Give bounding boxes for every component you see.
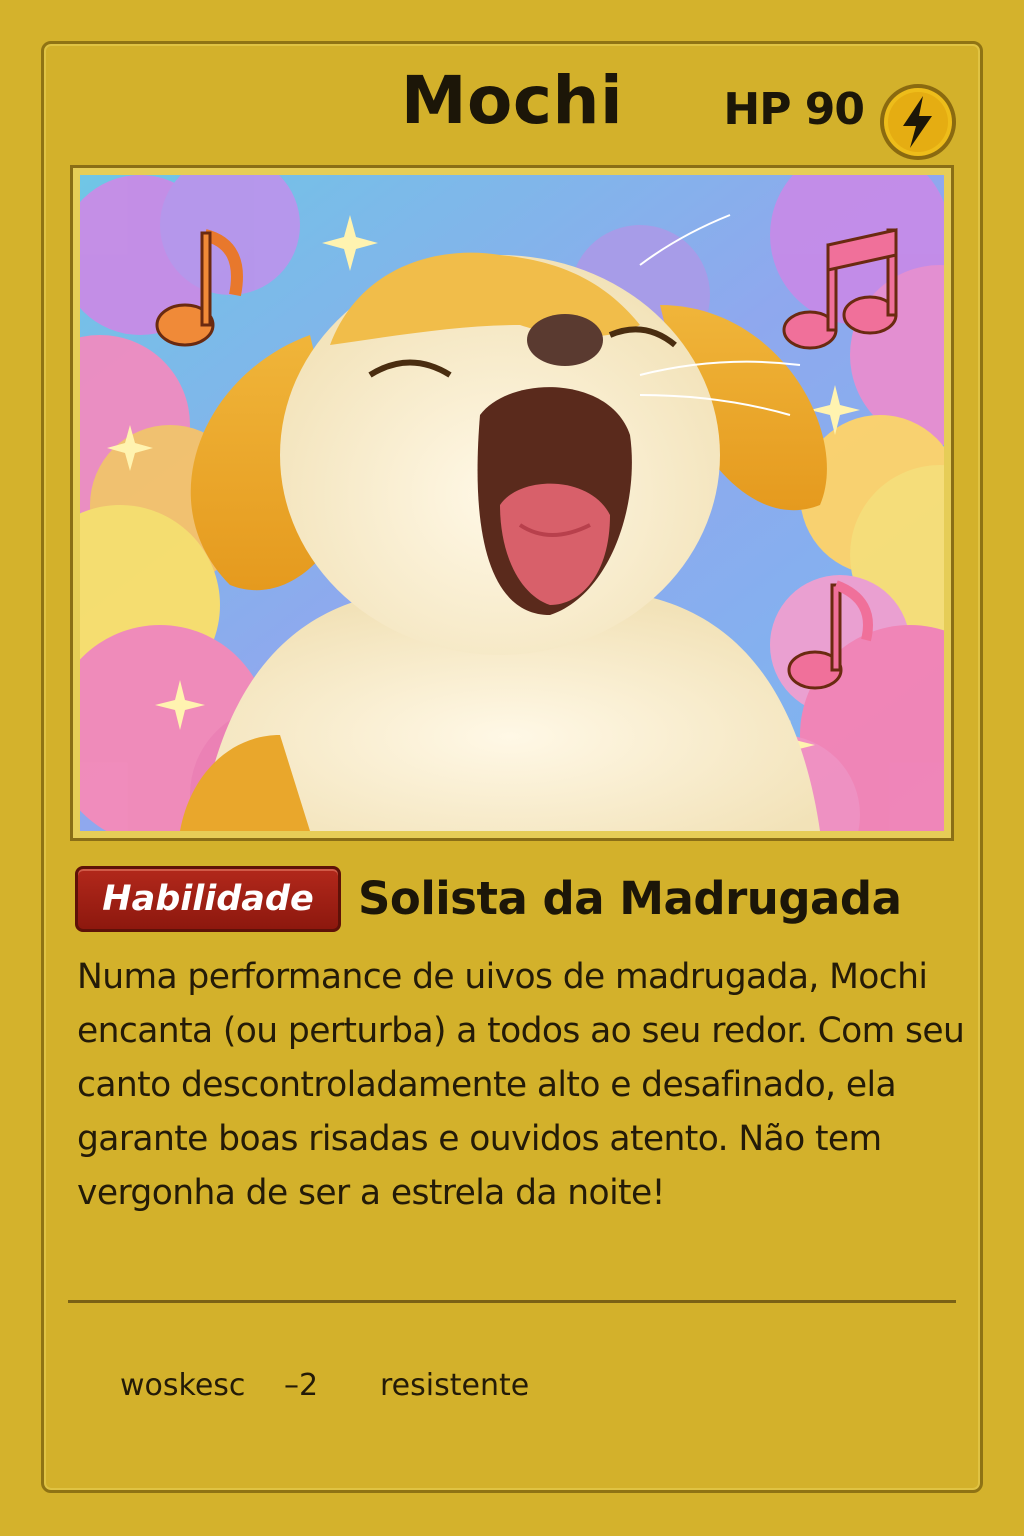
card-name: Mochi — [400, 62, 624, 139]
hp-label: HP 90 — [723, 84, 864, 135]
ability-name: Solista da Madrugada — [358, 872, 902, 925]
ability-description: Numa performance de uivos de madrugada, Mochi encanta (ou perturba) a todos ao seu redor. Com seu canto descontroladamente alto e desafinado, ela garante boas risadas e ouvidos atento. Não tem vergonha de ser a estrela da noite! — [77, 957, 965, 1213]
weakness-label: woskesc — [120, 1368, 246, 1403]
illustration-singing-dog — [80, 175, 944, 831]
divider — [68, 1300, 956, 1303]
ability-badge: Habilidade — [75, 866, 341, 932]
weakness-value: –2 — [284, 1368, 319, 1403]
lightning-icon — [878, 82, 958, 162]
resistance-label: resistente — [380, 1368, 530, 1403]
